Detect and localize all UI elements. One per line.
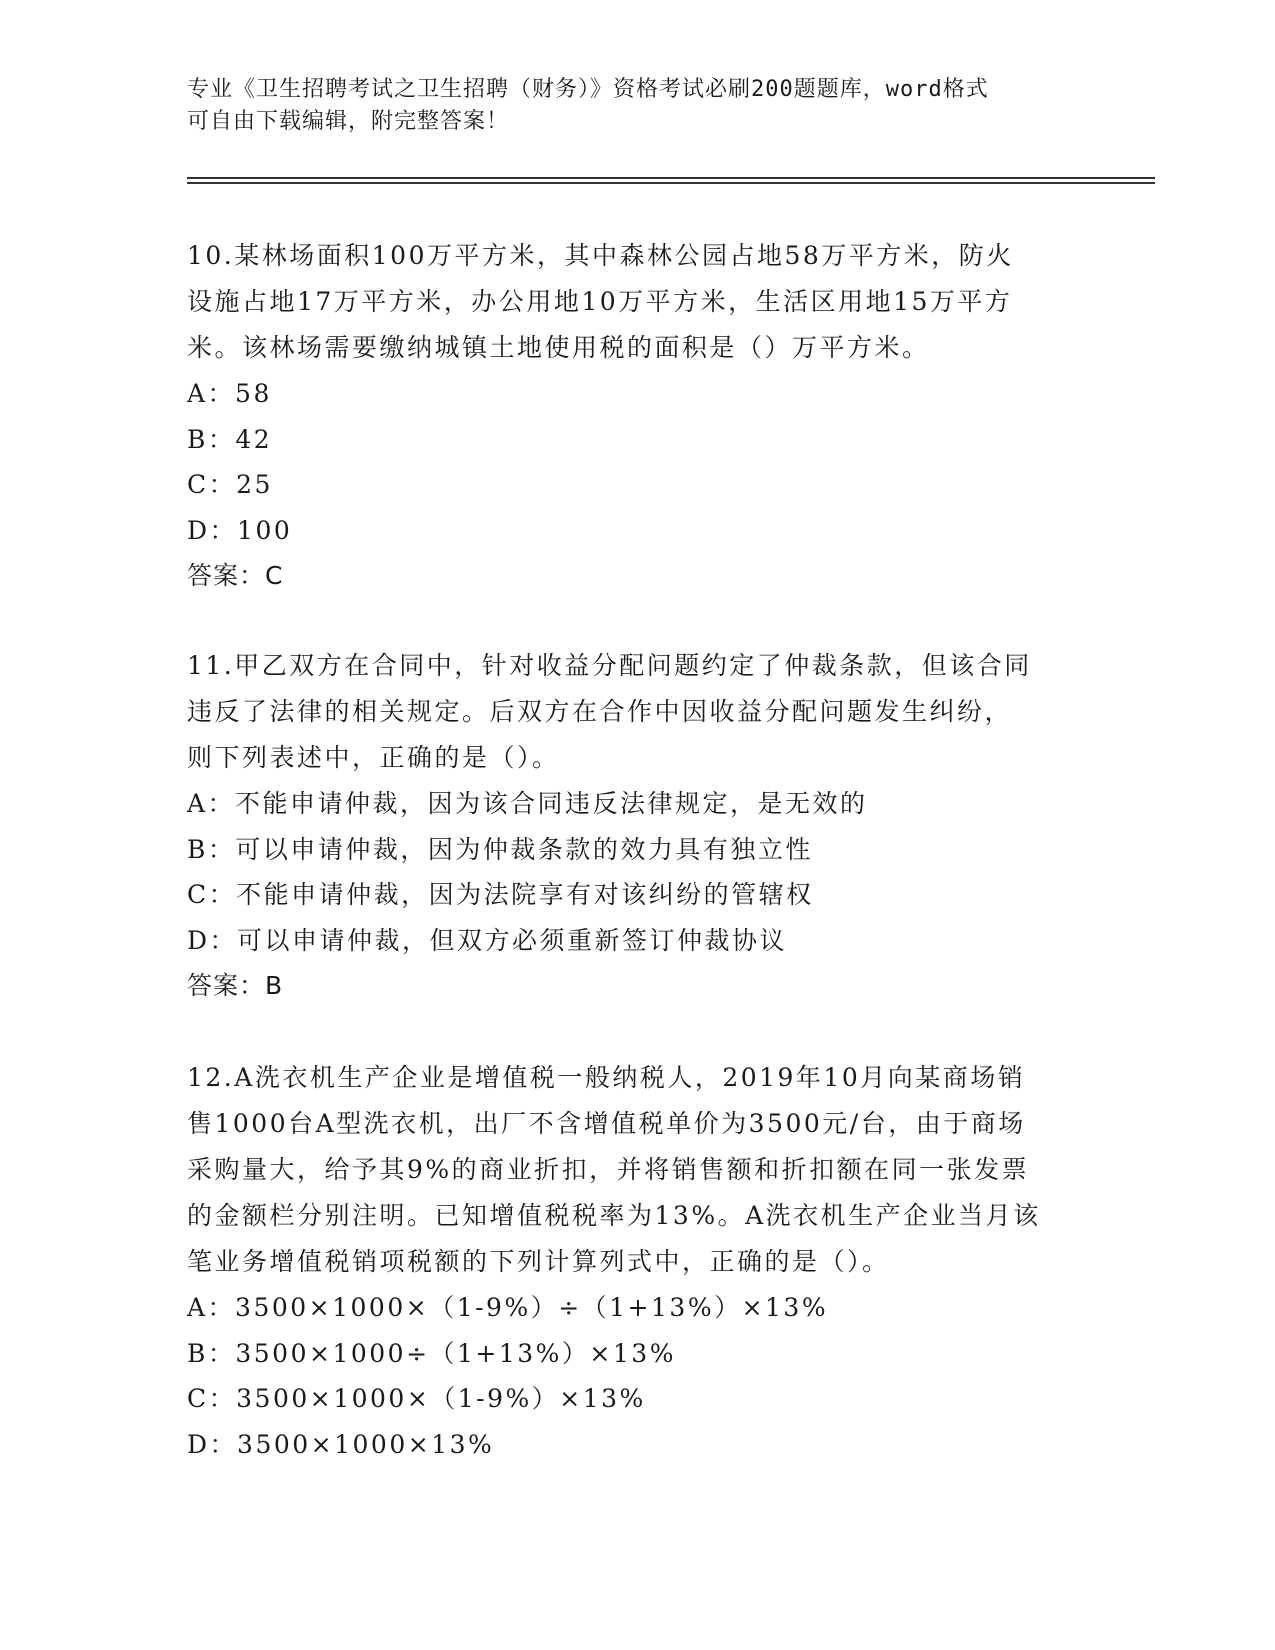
answer-line: 答案：B bbox=[187, 971, 284, 1000]
question-stem-line: 违反了法律的相关规定。后双方在合作中因收益分配问题发生纠纷， bbox=[187, 697, 1013, 726]
option-d: D：可以申请仲裁，但双方必须重新签订仲裁协议 bbox=[187, 925, 788, 955]
option-c: C：25 bbox=[187, 470, 273, 499]
header-line: 可自由下载编辑，附完整答案！ bbox=[187, 109, 510, 134]
question-stem-line: 售1000台A型洗衣机，出厂不含增值税单价为3500元/台，由于商场 bbox=[187, 1109, 1026, 1138]
question-stem-line: 笔业务增值税销项税额的下列计算列式中，正确的是（）。 bbox=[187, 1247, 890, 1276]
question-stem-line: 则下列表述中，正确的是（）。 bbox=[187, 743, 560, 772]
document-header bbox=[187, 74, 1087, 138]
answer-line: 答案：C bbox=[187, 561, 284, 590]
option-b: B：3500×1000÷（1+13%）×13% bbox=[187, 1338, 676, 1368]
option-d: D：100 bbox=[187, 515, 293, 545]
question-stem-line: 11.甲乙双方在合同中，针对收益分配问题约定了仲裁条款，但该合同 bbox=[187, 651, 1032, 680]
header-divider bbox=[187, 182, 1155, 184]
question-stem-line: 12.A洗衣机生产企业是增值税一般纳税人，2019年10月向某商场销 bbox=[187, 1063, 1026, 1092]
question-stem-line: 的金额栏分别注明。已知增值税税率为13%。A洗衣机生产企业当月该 bbox=[187, 1201, 1041, 1230]
option-b: B：42 bbox=[187, 424, 273, 454]
question-12 bbox=[187, 1055, 1087, 1467]
question-stem-line: 设施占地17万平方米，办公用地10万平方米，生活区用地15万平方 bbox=[187, 287, 1013, 316]
question-stem-line: 10.某林场面积100万平方米，其中森林公园占地58万平方米，防火 bbox=[187, 241, 1014, 270]
question-10 bbox=[187, 233, 1087, 598]
option-a: A：58 bbox=[187, 379, 272, 408]
question-stem-line: 采购量大，给予其9%的商业折扣，并将销售额和折扣额在同一张发票 bbox=[187, 1155, 1030, 1184]
header-divider bbox=[187, 177, 1155, 179]
option-c: C：3500×1000×（1-9%）×13% bbox=[187, 1384, 646, 1413]
option-d: D：3500×1000×13% bbox=[187, 1429, 495, 1459]
option-a: A：不能申请仲裁，因为该合同违反法律规定，是无效的 bbox=[187, 789, 868, 818]
question-11 bbox=[187, 643, 1087, 1008]
option-a: A：3500×1000×（1-9%）÷（1+13%）×13% bbox=[187, 1293, 829, 1322]
header-line: 专业《卫生招聘考试之卫生招聘（财务）》资格考试必刷200题题库，word格式 bbox=[187, 77, 989, 102]
option-c: C：不能申请仲裁，因为法院享有对该纠纷的管辖权 bbox=[187, 880, 814, 909]
question-stem-line: 米。该林场需要缴纳城镇土地使用税的面积是（）万平方米。 bbox=[187, 333, 930, 362]
option-b: B：可以申请仲裁，因为仲裁条款的效力具有独立性 bbox=[187, 834, 813, 864]
